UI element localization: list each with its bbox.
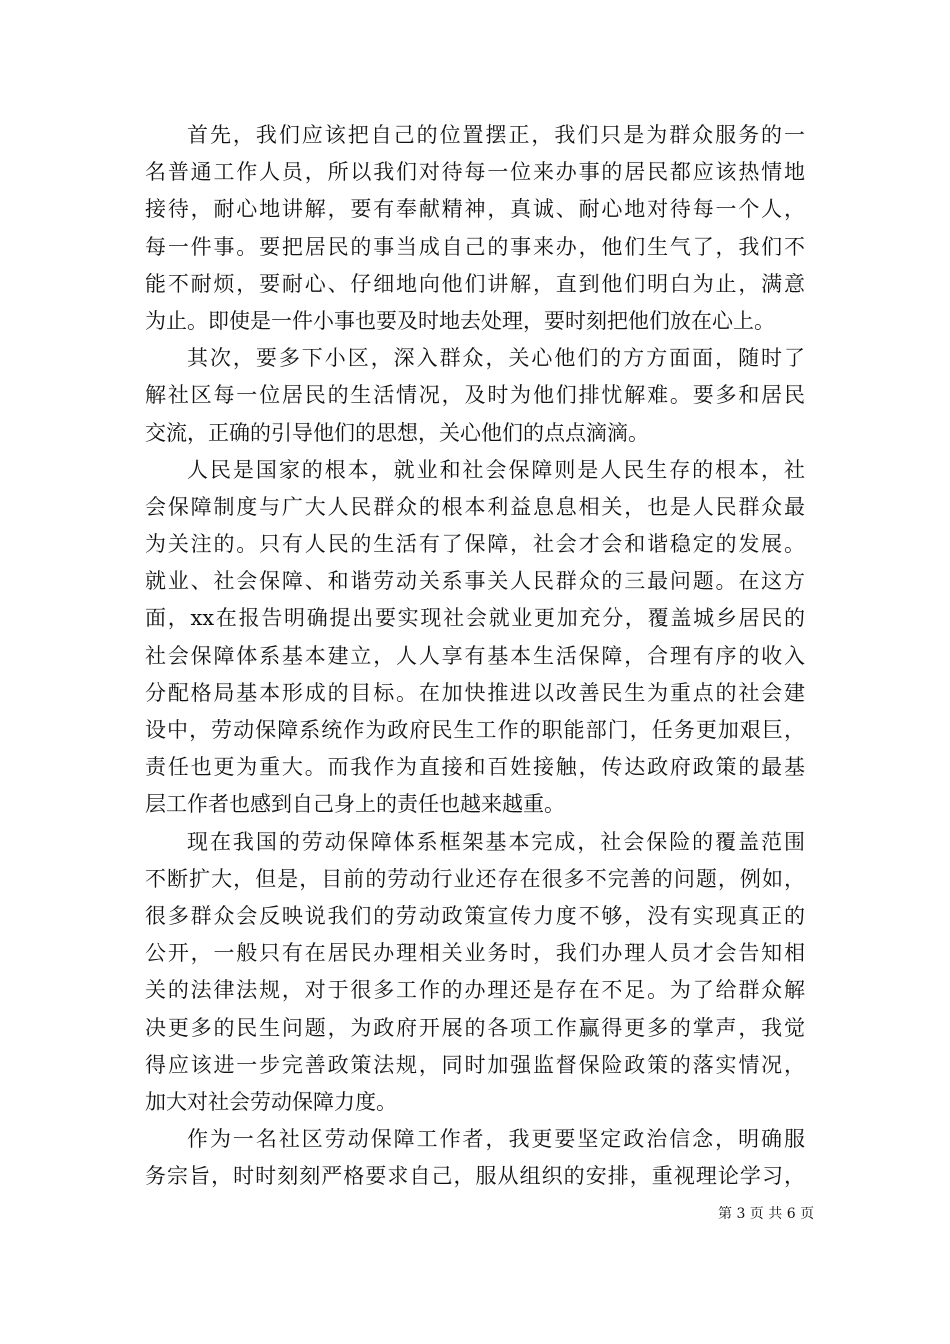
text-line: 会保障制度与广大人民群众的根本利益息息相关，也是人民群众最 xyxy=(145,494,805,519)
text-line: 不断扩大，但是，目前的劳动行业还存在很多不完善的问题，例如， xyxy=(145,866,805,891)
text-line: 公开，一般只有在居民办理相关业务时，我们办理人员才会告知相 xyxy=(145,941,805,966)
text-line: 社会保障体系基本建立，人人享有基本生活保障，合理有序的收入 xyxy=(145,643,805,668)
text-line: 务宗旨，时时刻刻严格要求自己，服从组织的安排，重视理论学习， xyxy=(145,1164,805,1189)
text-line: 每一件事。要把居民的事当成自己的事来办，他们生气了，我们不 xyxy=(145,234,805,259)
text-line: 能不耐烦，要耐心、仔细地向他们讲解，直到他们明白为止，满意 xyxy=(145,271,805,296)
text-line: 关的法律法规，对于很多工作的办理还是存在不足。为了给群众解 xyxy=(145,978,805,1003)
paragraph xyxy=(145,117,805,340)
text-line: 为止。即使是一件小事也要及时地去处理，要时刻把他们放在心上。 xyxy=(145,308,775,333)
text-line: 现在我国的劳动保障体系框架基本完成，社会保险的覆盖范围 xyxy=(187,829,805,854)
text-line: 面，xx在报告明确提出要实现社会就业更加充分，覆盖城乡居民的 xyxy=(145,606,805,631)
text-line: 决更多的民生问题，为政府开展的各项工作赢得更多的掌声，我觉 xyxy=(145,1015,805,1040)
text-line: 解社区每一位居民的生活情况，及时为他们排忧解难。要多和居民 xyxy=(145,383,805,408)
text-line: 交流，正确的引导他们的思想，关心他们的点点滴滴。 xyxy=(145,420,649,445)
paragraph xyxy=(145,824,805,1122)
page-number: 第 3 页 共 6 页 xyxy=(718,1206,815,1222)
text-line: 分配格局基本形成的目标。在加快推进以改善民生为重点的社会建 xyxy=(145,680,805,705)
text-line: 得应该进一步完善政策法规，同时加强监督保险政策的落实情况， xyxy=(145,1052,805,1077)
paragraph xyxy=(145,452,805,824)
paragraph xyxy=(145,340,805,452)
text-line: 加大对社会劳动保障力度。 xyxy=(145,1089,397,1114)
text-line: 很多群众会反映说我们的劳动政策宣传力度不够，没有实现真正的 xyxy=(145,903,805,928)
text-line: 为关注的。只有人民的生活有了保障，社会才会和谐稳定的发展。 xyxy=(145,532,805,557)
text-line: 层工作者也感到自己身上的责任也越来越重。 xyxy=(145,792,565,817)
text-line: 设中，劳动保障系统作为政府民生工作的职能部门，任务更加艰巨， xyxy=(145,718,805,742)
text-line: 首先，我们应该把自己的位置摆正，我们只是为群众服务的一 xyxy=(187,123,805,147)
text-line: 责任也更为重大。而我作为直接和百姓接触，传达政府政策的最基 xyxy=(145,755,805,780)
text-line: 其次，要多下小区，深入群众，关心他们的方方面面，随时了 xyxy=(187,346,805,371)
text-line: 就业、社会保障、和谐劳动关系事关人民群众的三最问题。在这方 xyxy=(145,569,805,594)
paragraph xyxy=(145,1121,805,1195)
text-line: 人民是国家的根本，就业和社会保障则是人民生存的根本，社 xyxy=(187,457,805,482)
document-body xyxy=(145,117,805,1195)
text-line: 作为一名社区劳动保障工作者，我更要坚定政治信念，明确服 xyxy=(187,1127,805,1152)
text-line: 接待，耐心地讲解，要有奉献精神，真诚、耐心地对待每一个人， xyxy=(145,197,805,222)
text-line: 名普通工作人员，所以我们对待每一位来办事的居民都应该热情地 xyxy=(145,160,805,185)
